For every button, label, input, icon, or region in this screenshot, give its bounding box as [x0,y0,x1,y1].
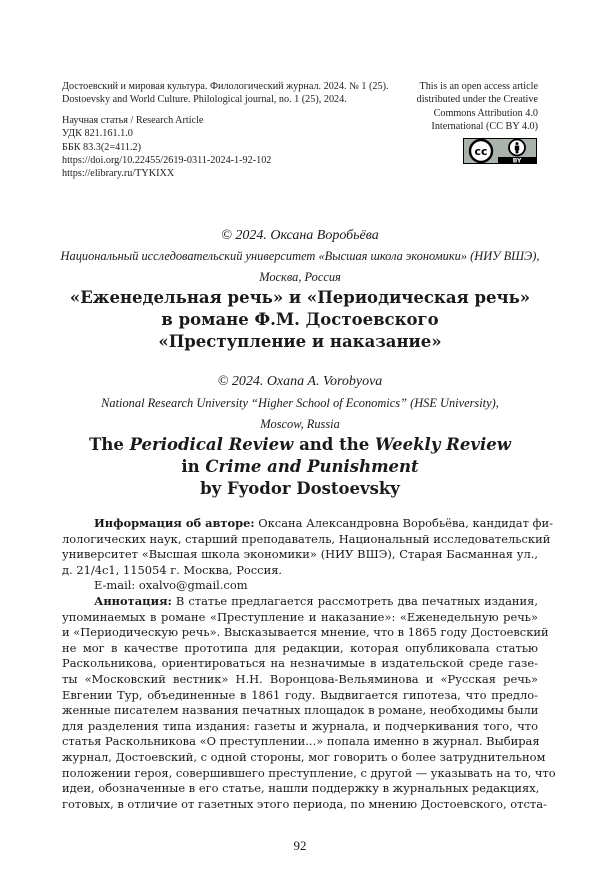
udk-code: УДК 821.161.1.0 [62,128,133,140]
badge-by-label: BY [512,157,522,164]
abstract-line: положении героя, совершившего преступление, с другой — указывать на то, что [62,765,556,780]
abstract-line: и «Периодическую речь». Высказывается мнение, что в 1865 году Достоевский [62,625,549,640]
license-notice [348,80,538,134]
title-italic: Periodical Review [129,435,294,454]
title-line: «Преступление и наказание» [158,332,442,351]
title-italic: Crime and Punishment [205,457,419,476]
title-line: «Еженедельная речь» и «Периодическая речь» [69,288,531,307]
author-info-line [62,516,553,532]
title-text: in [181,457,206,476]
abstract-line: не мог в качестве прототипа для редакции, которая опубликовала статью [62,640,538,655]
cc-by-license-icon[interactable] [463,138,537,164]
abstract-text: В статье предлагается рассмотреть два печатных издания, [171,593,538,608]
bbk-code: ББК 83.3(2=411.2) [62,141,142,153]
article-body [62,516,556,812]
journal-citation-en: Dostoevsky and World Culture. Philological journal, no. 1 (25), 2024. [62,94,347,106]
article-title-en [40,434,560,500]
abstract-line: Евгении Тур, объединенные в 1861 году. Выдвигается гипотеза, что предло- [62,687,538,702]
affiliation-en: National Research University “Higher School of Economics” (HSE University), [101,396,499,410]
license-line: Commons Attribution 4.0 [433,107,538,119]
abstract-line: готовых, в отличие от газетных этого периода, по мнению Достоевского, отста- [62,796,547,811]
title-line: by Fyodor Dostoevsky [200,479,400,498]
abstract-line: упоминаемых в романе «Преступление и наказание»: «Еженедельную речь» [62,609,538,624]
author-info-line: лологических наук, старший преподаватель, Национальный исследовательский [62,531,551,546]
affiliation-ru: Национальный исследовательский университет «Высшая школа экономики» (НИУ ВШЭ), [60,249,540,263]
article-type: Научная статья / Research Article [62,114,204,126]
title-line: в романе Ф.М. Достоевского [161,310,439,329]
affiliation-city-ru: Москва, Россия [259,270,341,284]
abstract-line [62,594,538,610]
abstract-line: ты «Московский вестник» Н.Н. Воронцова-Вельяминова и «Русская речь» [62,671,538,686]
doi-link[interactable]: https://doi.org/10.22455/2619-0311-2024-1-92-102 [62,155,272,167]
elibrary-link[interactable]: https://elibrary.ru/TYKIXX [62,168,175,180]
abstract-line: журнал, Достоевский, с одной стороны, мог говорить о более затруднительном [62,749,546,764]
author-ru: © 2024. Оксана Воробьёва [221,228,379,243]
journal-citation-ru: Достоевский и мировая культура. Филологический журнал. 2024. № 1 (25). [62,81,389,92]
article-title-ru [40,287,560,353]
title-line [40,456,560,478]
affiliation-city-en: Moscow, Russia [260,417,340,431]
badge-cc-label: cc [474,145,488,159]
article-metadata [62,80,392,181]
title-italic: Weekly Review [374,435,511,454]
author-info-text: Оксана Александровна Воробьёва, кандидат фи- [254,516,553,530]
abstract-line: статья Раскольникова «О преступлении...» попала именно в журнал. Выбирая [62,734,540,749]
page-number: 92 [293,838,307,853]
abstract-line: Раскольникова, ориентироваться на незначимые в издательской среде газе- [62,656,538,671]
author-email: E-mail: oxalvo@gmail.com [94,578,248,593]
author-info-label: Информация об авторе: [94,516,255,530]
abstract-line: идеи, обозначенные в его статье, нашли поддержку в журнальных редакциях, [62,781,540,796]
abstract-label: Аннотация: [94,593,172,608]
abstract-line: для разделения типа издания: газеты и журнала, и подчеркивания того, что [62,718,538,733]
title-line [40,434,560,456]
license-line: distributed under the Creative [416,94,538,106]
license-line: This is an open access article [419,81,538,92]
abstract-line: женные писателем названия печатных площадок в романе, необходимы были [62,703,539,718]
title-text: The [89,435,130,454]
author-en: © 2024. Oxana A. Vorobyova [217,374,383,389]
author-info-line: университет «Высшая школа экономики» (НИУ ВШЭ), Старая Басманная ул., [62,547,538,562]
title-text: and the [293,435,375,454]
license-line: International (CC BY 4.0) [431,121,538,133]
author-info-line: д. 21/4с1, 115054 г. Москва, Россия. [62,562,283,577]
